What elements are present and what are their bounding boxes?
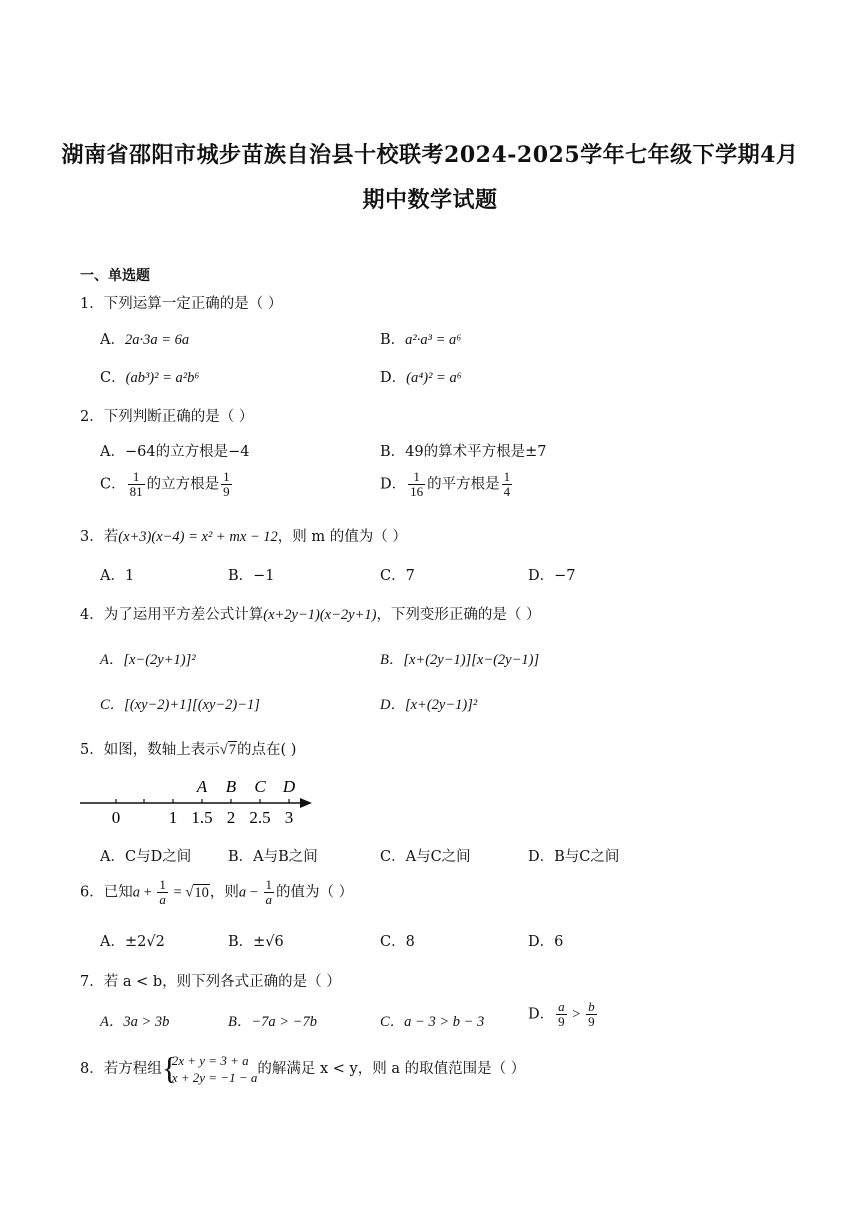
q1-stem: 1．下列运算一定正确的是（ ） xyxy=(80,296,283,312)
q2-stem: 2．下列判断正确的是（ ） xyxy=(80,409,254,425)
axis-letter-c: C xyxy=(254,777,266,796)
q1-option-c: C．(ab³)² = a²b⁶ xyxy=(100,370,200,386)
q6-stem: 6．已知a + $\frac{1}{a}$ = √10，则a − $\frac{1}{a}$ 的值为（ ） xyxy=(80,877,354,907)
q6-option-a: A．±2√2 xyxy=(100,934,165,950)
axis-tick-3: 3 xyxy=(284,808,294,827)
q1-option-a: A．2a·3a = 6a xyxy=(100,332,190,348)
q6-option-b: B．±√6 xyxy=(228,934,284,950)
q4-option-a: A．[x−(2y+1)]² xyxy=(100,652,196,668)
axis-tick-0: 0 xyxy=(111,808,121,827)
q3-option-b: B．−1 xyxy=(228,568,275,584)
q5-option-c: C．A与C之间 xyxy=(380,849,471,865)
equation-system: { 2x + y = 3 + a x + 2y = −1 − a xyxy=(161,1050,258,1086)
q3-option-c: C．7 xyxy=(380,568,415,584)
q2-option-d: D． $\frac{1}{16}$ 的平方根是 $\frac{1}{4}$ xyxy=(380,469,511,499)
q6-option-d: D．6 xyxy=(528,934,564,950)
q2-option-c: C． $\frac{1}{81}$ 的立方根是 $\frac{1}{9}$ xyxy=(100,469,230,499)
q4-stem: 4．为了运用平方差公式计算(x+2y−1)(x−2y+1)，下列变形正确的是（ ） xyxy=(80,607,541,623)
title-line-2: 期中数学试题 xyxy=(362,187,498,213)
number-line xyxy=(80,773,320,829)
q4-option-b: B．[x+(2y−1)][x−(2y−1)] xyxy=(380,652,540,668)
q7-option-c: C．a − 3 > b − 3 xyxy=(380,1014,485,1030)
axis-tick-1: 1 xyxy=(168,808,178,827)
q2-option-b: B．49的算术平方根是±7 xyxy=(380,444,547,460)
axis-letter-b: B xyxy=(225,777,237,796)
q7-option-d: D． $\frac{a}{9}$ > $\frac{b}{9}$ xyxy=(528,999,595,1029)
q5-stem: 5．如图，数轴上表示√7的点在( ) xyxy=(80,742,297,758)
axis-tick-2-5: 2.5 xyxy=(249,808,271,827)
q5-option-a: A．C与D之间 xyxy=(100,849,192,865)
q1-option-b: B．a²·a³ = a⁶ xyxy=(380,332,462,348)
q1-option-d: D．(a⁴)² = a⁶ xyxy=(380,370,462,386)
q6-option-c: C．8 xyxy=(380,934,415,950)
q7-option-b: B．−7a > −7b xyxy=(228,1014,317,1030)
q3-option-a: A．1 xyxy=(100,568,135,584)
q4-option-d: D．[x+(2y−1)]² xyxy=(380,697,478,713)
q4-option-c: C．[(xy−2)+1][(xy−2)−1] xyxy=(100,697,260,713)
section-heading: 一、单选题 xyxy=(80,268,150,284)
q3-option-d: D．−7 xyxy=(528,568,576,584)
axis-arrow xyxy=(300,798,312,808)
q5-option-b: B．A与B之间 xyxy=(228,849,318,865)
q3-stem: 3．若(x+3)(x−4) = x² + mx − 12，则 m 的值为（ ） xyxy=(80,529,407,545)
axis-letter-a: A xyxy=(196,777,208,796)
axis-tick-1-5: 1.5 xyxy=(191,808,213,827)
q2-option-a: A．−64的立方根是−4 xyxy=(100,444,250,460)
q5-option-d: D．B与C之间 xyxy=(528,849,620,865)
q7-option-a: A．3a > 3b xyxy=(100,1014,170,1030)
q8-stem: 8．若方程组 { 2x + y = 3 + a x + 2y = −1 − a 的解满足 x < y，则 a 的取值范围是（ ） xyxy=(80,1050,526,1086)
axis-letter-d: D xyxy=(282,777,296,796)
title-line-1: 湖南省邵阳市城步苗族自治县十校联考2024-2025学年七年级下学期4月 xyxy=(61,142,799,168)
q7-stem: 7．若 a < b，则下列各式正确的是（ ） xyxy=(80,974,341,990)
axis-tick-2: 2 xyxy=(226,808,236,827)
